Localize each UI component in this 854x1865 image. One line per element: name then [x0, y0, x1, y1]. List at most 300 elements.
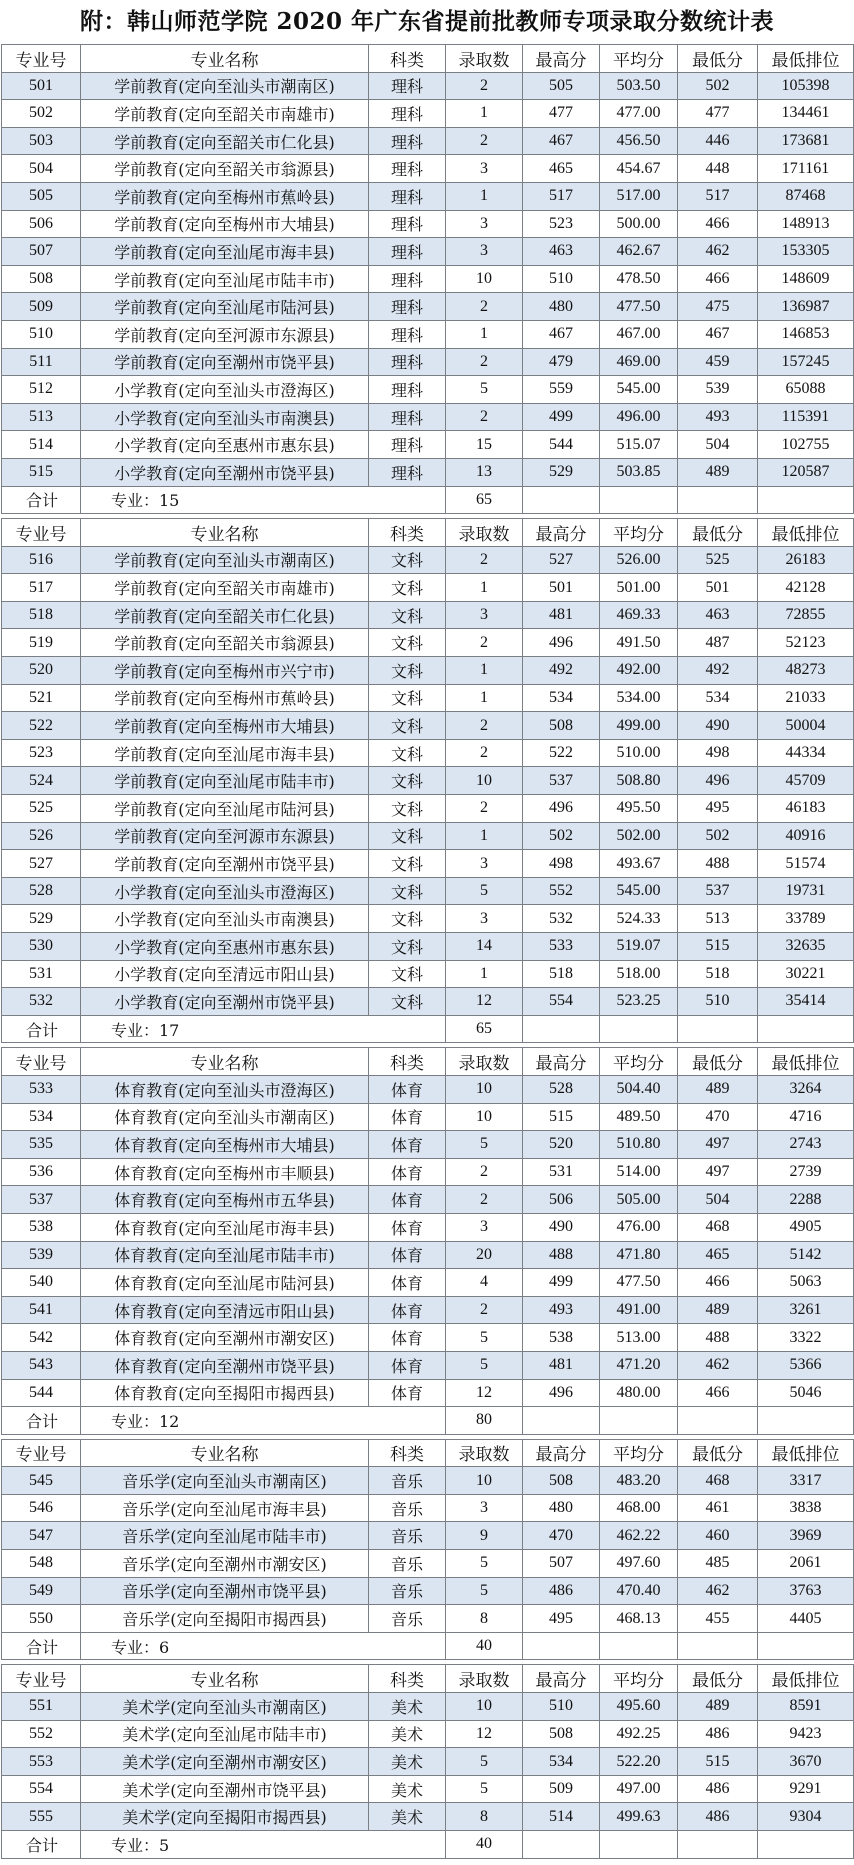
max-score-cell: 506: [523, 1186, 600, 1214]
major-code-cell: 521: [2, 684, 81, 712]
min-score-cell: 515: [678, 1748, 758, 1776]
category-cell: 文科: [369, 712, 446, 740]
max-score-cell: 488: [523, 1241, 600, 1269]
total-label: 合计: [2, 1407, 81, 1435]
major-name-cell: 学前教育(定向至梅州市蕉岭县): [81, 182, 369, 210]
max-score-cell: 463: [523, 238, 600, 266]
category-cell: 文科: [369, 574, 446, 602]
category-cell: 文科: [369, 601, 446, 629]
avg-score-cell: 513.00: [600, 1324, 678, 1352]
min-rank-cell: 72855: [758, 601, 854, 629]
admitted-count-cell: 2: [446, 72, 523, 100]
min-score-cell: 490: [678, 712, 758, 740]
max-score-cell: 508: [523, 1720, 600, 1748]
max-score-cell: 538: [523, 1324, 600, 1352]
table-row: [2, 629, 854, 657]
column-header: 录取数: [446, 1439, 523, 1467]
min-score-cell: 486: [678, 1803, 758, 1831]
avg-score-cell: 469.00: [600, 348, 678, 376]
max-score-cell: 470: [523, 1522, 600, 1550]
admitted-count-cell: 10: [446, 265, 523, 293]
admitted-count-cell: 8: [446, 1605, 523, 1633]
table-row: [2, 546, 854, 574]
category-cell: 文科: [369, 960, 446, 988]
min-score-cell: 486: [678, 1720, 758, 1748]
max-score-cell: 531: [523, 1158, 600, 1186]
major-name-cell: 学前教育(定向至梅州市大埔县): [81, 712, 369, 740]
admitted-count-cell: 10: [446, 1467, 523, 1495]
category-cell: 理科: [369, 100, 446, 128]
admitted-count-cell: 2: [446, 739, 523, 767]
column-header: 平均分: [600, 45, 678, 73]
avg-score-cell: 477.50: [600, 293, 678, 321]
column-header: 平均分: [600, 1439, 678, 1467]
major-code-cell: 550: [2, 1605, 81, 1633]
min-score-cell: 488: [678, 1324, 758, 1352]
major-code-cell: 546: [2, 1494, 81, 1522]
category-cell: 文科: [369, 988, 446, 1016]
max-score-cell: 520: [523, 1131, 600, 1159]
admission-score-table: [1, 44, 854, 1859]
major-name-cell: 学前教育(定向至韶关市仁化县): [81, 127, 369, 155]
category-cell: 理科: [369, 376, 446, 404]
min-score-cell: 463: [678, 601, 758, 629]
min-score-cell: 446: [678, 127, 758, 155]
admitted-count-cell: 5: [446, 1775, 523, 1803]
total-count: 65: [446, 1015, 523, 1043]
empty-cell: [758, 486, 854, 514]
max-score-cell: 544: [523, 431, 600, 459]
table-row: [2, 767, 854, 795]
admitted-count-cell: 3: [446, 1213, 523, 1241]
major-code-cell: 512: [2, 376, 81, 404]
admitted-count-cell: 5: [446, 1324, 523, 1352]
category-cell: 文科: [369, 629, 446, 657]
major-name-cell: 小学教育(定向至汕头市澄海区): [81, 877, 369, 905]
major-code-cell: 524: [2, 767, 81, 795]
major-name-cell: 体育教育(定向至清远市阳山县): [81, 1296, 369, 1324]
major-name-cell: 学前教育(定向至韶关市南雄市): [81, 574, 369, 602]
major-name-cell: 音乐学(定向至潮州市饶平县): [81, 1577, 369, 1605]
header-row: [2, 1665, 854, 1693]
avg-score-cell: 502.00: [600, 822, 678, 850]
major-name-cell: 学前教育(定向至梅州市兴宁市): [81, 657, 369, 685]
min-rank-cell: 4905: [758, 1213, 854, 1241]
min-score-cell: 459: [678, 348, 758, 376]
min-score-cell: 466: [678, 265, 758, 293]
category-cell: 体育: [369, 1186, 446, 1214]
min-score-cell: 498: [678, 739, 758, 767]
category-cell: 理科: [369, 265, 446, 293]
min-score-cell: 486: [678, 1775, 758, 1803]
admitted-count-cell: 15: [446, 431, 523, 459]
table-row: [2, 265, 854, 293]
avg-score-cell: 523.25: [600, 988, 678, 1016]
max-score-cell: 496: [523, 629, 600, 657]
major-code-cell: 540: [2, 1269, 81, 1297]
major-name-cell: 美术学(定向至潮州市潮安区): [81, 1748, 369, 1776]
column-header: 平均分: [600, 1048, 678, 1076]
min-score-cell: 517: [678, 182, 758, 210]
table-row: [2, 905, 854, 933]
total-label: 合计: [2, 1831, 81, 1859]
major-code-cell: 555: [2, 1803, 81, 1831]
avg-score-cell: 456.50: [600, 127, 678, 155]
major-code-cell: 520: [2, 657, 81, 685]
major-code-cell: 547: [2, 1522, 81, 1550]
min-score-cell: 537: [678, 877, 758, 905]
admitted-count-cell: 5: [446, 1351, 523, 1379]
min-rank-cell: 153305: [758, 238, 854, 266]
avg-score-cell: 477.50: [600, 1269, 678, 1297]
empty-cell: [523, 1831, 600, 1859]
total-majors: 专业：12: [81, 1407, 446, 1435]
min-score-cell: 466: [678, 210, 758, 238]
min-score-cell: 534: [678, 684, 758, 712]
category-cell: 体育: [369, 1103, 446, 1131]
total-label: 合计: [2, 1015, 81, 1043]
min-score-cell: 502: [678, 822, 758, 850]
avg-score-cell: 495.60: [600, 1693, 678, 1721]
avg-score-cell: 480.00: [600, 1379, 678, 1407]
table-row: [2, 1748, 854, 1776]
max-score-cell: 467: [523, 127, 600, 155]
major-code-cell: 530: [2, 933, 81, 961]
major-code-cell: 538: [2, 1213, 81, 1241]
category-cell: 美术: [369, 1803, 446, 1831]
admitted-count-cell: 2: [446, 1186, 523, 1214]
table-row: [2, 1241, 854, 1269]
major-code-cell: 552: [2, 1720, 81, 1748]
max-score-cell: 501: [523, 574, 600, 602]
max-score-cell: 486: [523, 1577, 600, 1605]
major-code-cell: 529: [2, 905, 81, 933]
major-name-cell: 学前教育(定向至汕头市潮南区): [81, 546, 369, 574]
admitted-count-cell: 3: [446, 601, 523, 629]
header-row: [2, 1439, 854, 1467]
admitted-count-cell: 1: [446, 182, 523, 210]
max-score-cell: 534: [523, 684, 600, 712]
max-score-cell: 481: [523, 1351, 600, 1379]
max-score-cell: 502: [523, 822, 600, 850]
major-code-cell: 536: [2, 1158, 81, 1186]
max-score-cell: 532: [523, 905, 600, 933]
avg-score-cell: 534.00: [600, 684, 678, 712]
major-name-cell: 小学教育(定向至惠州市惠东县): [81, 431, 369, 459]
min-rank-cell: 87468: [758, 182, 854, 210]
min-rank-cell: 173681: [758, 127, 854, 155]
min-score-cell: 504: [678, 1186, 758, 1214]
major-code-cell: 507: [2, 238, 81, 266]
admitted-count-cell: 5: [446, 1131, 523, 1159]
major-code-cell: 551: [2, 1693, 81, 1721]
avg-score-cell: 545.00: [600, 877, 678, 905]
avg-score-cell: 462.67: [600, 238, 678, 266]
major-code-cell: 545: [2, 1467, 81, 1495]
total-count: 40: [446, 1831, 523, 1859]
avg-score-cell: 508.80: [600, 767, 678, 795]
major-name-cell: 学前教育(定向至汕尾市海丰县): [81, 739, 369, 767]
min-score-cell: 497: [678, 1158, 758, 1186]
min-score-cell: 495: [678, 795, 758, 823]
min-rank-cell: 32635: [758, 933, 854, 961]
min-rank-cell: 5046: [758, 1379, 854, 1407]
admitted-count-cell: 10: [446, 767, 523, 795]
major-code-cell: 518: [2, 601, 81, 629]
major-name-cell: 学前教育(定向至潮州市饶平县): [81, 850, 369, 878]
empty-cell: [523, 1407, 600, 1435]
major-name-cell: 音乐学(定向至潮州市潮安区): [81, 1550, 369, 1578]
admitted-count-cell: 5: [446, 1550, 523, 1578]
max-score-cell: 508: [523, 712, 600, 740]
avg-score-cell: 517.00: [600, 182, 678, 210]
column-header: 最低排位: [758, 1665, 854, 1693]
category-cell: 理科: [369, 320, 446, 348]
total-majors: 专业：5: [81, 1831, 446, 1859]
column-header: 最低排位: [758, 1439, 854, 1467]
table-row: [2, 210, 854, 238]
column-header: 科类: [369, 1665, 446, 1693]
min-rank-cell: 148913: [758, 210, 854, 238]
major-code-cell: 542: [2, 1324, 81, 1352]
major-name-cell: 小学教育(定向至汕头市澄海区): [81, 376, 369, 404]
table-row: [2, 1775, 854, 1803]
admitted-count-cell: 10: [446, 1693, 523, 1721]
column-header: 最高分: [523, 1048, 600, 1076]
table-row: [2, 376, 854, 404]
max-score-cell: 515: [523, 1103, 600, 1131]
column-header: 最高分: [523, 1439, 600, 1467]
admitted-count-cell: 2: [446, 1158, 523, 1186]
admitted-count-cell: 2: [446, 403, 523, 431]
major-name-cell: 小学教育(定向至汕头市南澳县): [81, 403, 369, 431]
admitted-count-cell: 10: [446, 1103, 523, 1131]
score-tables: [0, 44, 854, 1859]
avg-score-cell: 492.00: [600, 657, 678, 685]
max-score-cell: 537: [523, 767, 600, 795]
admitted-count-cell: 14: [446, 933, 523, 961]
total-label: 合计: [2, 1632, 81, 1660]
avg-score-cell: 505.00: [600, 1186, 678, 1214]
column-header: 录取数: [446, 1665, 523, 1693]
table-row: [2, 1213, 854, 1241]
category-cell: 文科: [369, 739, 446, 767]
major-code-cell: 554: [2, 1775, 81, 1803]
min-score-cell: 496: [678, 767, 758, 795]
table-row: [2, 1522, 854, 1550]
max-score-cell: 480: [523, 1494, 600, 1522]
major-name-cell: 小学教育(定向至汕头市南澳县): [81, 905, 369, 933]
empty-cell: [600, 1632, 678, 1660]
min-score-cell: 489: [678, 1296, 758, 1324]
category-cell: 理科: [369, 458, 446, 486]
major-code-cell: 504: [2, 155, 81, 183]
min-rank-cell: 2288: [758, 1186, 854, 1214]
major-name-cell: 美术学(定向至潮州市饶平县): [81, 1775, 369, 1803]
column-header: 最高分: [523, 1665, 600, 1693]
min-score-cell: 501: [678, 574, 758, 602]
category-cell: 理科: [369, 182, 446, 210]
min-rank-cell: 33789: [758, 905, 854, 933]
min-rank-cell: 4716: [758, 1103, 854, 1131]
table-row: [2, 431, 854, 459]
min-rank-cell: 136987: [758, 293, 854, 321]
major-name-cell: 学前教育(定向至韶关市翁源县): [81, 155, 369, 183]
major-code-cell: 513: [2, 403, 81, 431]
table-row: [2, 1186, 854, 1214]
avg-score-cell: 454.67: [600, 155, 678, 183]
column-header: 最低分: [678, 1665, 758, 1693]
avg-score-cell: 477.00: [600, 100, 678, 128]
category-cell: 美术: [369, 1775, 446, 1803]
min-score-cell: 515: [678, 933, 758, 961]
major-name-cell: 学前教育(定向至潮州市饶平县): [81, 348, 369, 376]
max-score-cell: 523: [523, 210, 600, 238]
major-name-cell: 小学教育(定向至清远市阳山县): [81, 960, 369, 988]
column-header: 最高分: [523, 45, 600, 73]
admitted-count-cell: 1: [446, 574, 523, 602]
admitted-count-cell: 2: [446, 712, 523, 740]
table-row: [2, 1324, 854, 1352]
max-score-cell: 480: [523, 293, 600, 321]
avg-score-cell: 522.20: [600, 1748, 678, 1776]
admitted-count-cell: 5: [446, 376, 523, 404]
table-row: [2, 238, 854, 266]
avg-score-cell: 518.00: [600, 960, 678, 988]
max-score-cell: 554: [523, 988, 600, 1016]
major-code-cell: 527: [2, 850, 81, 878]
min-score-cell: 466: [678, 1379, 758, 1407]
header-row: [2, 45, 854, 73]
admitted-count-cell: 2: [446, 795, 523, 823]
min-rank-cell: 9423: [758, 1720, 854, 1748]
max-score-cell: 479: [523, 348, 600, 376]
min-score-cell: 448: [678, 155, 758, 183]
table-row: [2, 1550, 854, 1578]
min-score-cell: 462: [678, 1577, 758, 1605]
major-name-cell: 音乐学(定向至揭阳市揭西县): [81, 1605, 369, 1633]
category-cell: 体育: [369, 1158, 446, 1186]
admitted-count-cell: 3: [446, 155, 523, 183]
max-score-cell: 499: [523, 1269, 600, 1297]
column-header: 专业号: [2, 519, 81, 547]
major-name-cell: 学前教育(定向至汕尾市陆丰市): [81, 265, 369, 293]
max-score-cell: 492: [523, 657, 600, 685]
avg-score-cell: 462.22: [600, 1522, 678, 1550]
avg-score-cell: 510.80: [600, 1131, 678, 1159]
avg-score-cell: 468.00: [600, 1494, 678, 1522]
avg-score-cell: 468.13: [600, 1605, 678, 1633]
major-code-cell: 509: [2, 293, 81, 321]
table-row: [2, 1494, 854, 1522]
major-code-cell: 501: [2, 72, 81, 100]
admitted-count-cell: 1: [446, 960, 523, 988]
category-cell: 文科: [369, 877, 446, 905]
major-code-cell: 534: [2, 1103, 81, 1131]
table-row: [2, 293, 854, 321]
major-code-cell: 553: [2, 1748, 81, 1776]
major-code-cell: 506: [2, 210, 81, 238]
table-row: [2, 960, 854, 988]
min-rank-cell: 5142: [758, 1241, 854, 1269]
major-code-cell: 541: [2, 1296, 81, 1324]
table-row: [2, 348, 854, 376]
max-score-cell: 496: [523, 795, 600, 823]
min-score-cell: 460: [678, 1522, 758, 1550]
empty-cell: [678, 1632, 758, 1660]
category-cell: 体育: [369, 1213, 446, 1241]
min-score-cell: 485: [678, 1550, 758, 1578]
max-score-cell: 528: [523, 1075, 600, 1103]
max-score-cell: 552: [523, 877, 600, 905]
min-rank-cell: 50004: [758, 712, 854, 740]
min-score-cell: 477: [678, 100, 758, 128]
category-cell: 理科: [369, 210, 446, 238]
column-header: 专业名称: [81, 1665, 369, 1693]
admitted-count-cell: 9: [446, 1522, 523, 1550]
table-row: [2, 1269, 854, 1297]
major-name-cell: 学前教育(定向至汕尾市海丰县): [81, 238, 369, 266]
table-row: [2, 739, 854, 767]
min-rank-cell: 5063: [758, 1269, 854, 1297]
total-majors: 专业：6: [81, 1632, 446, 1660]
major-code-cell: 508: [2, 265, 81, 293]
table-row: [2, 403, 854, 431]
total-row: [2, 1831, 854, 1859]
min-score-cell: 468: [678, 1213, 758, 1241]
max-score-cell: 498: [523, 850, 600, 878]
min-rank-cell: 3264: [758, 1075, 854, 1103]
min-rank-cell: 5366: [758, 1351, 854, 1379]
admitted-count-cell: 8: [446, 1803, 523, 1831]
admitted-count-cell: 3: [446, 1494, 523, 1522]
admitted-count-cell: 3: [446, 905, 523, 933]
max-score-cell: 496: [523, 1379, 600, 1407]
category-cell: 体育: [369, 1296, 446, 1324]
column-header: 最低排位: [758, 1048, 854, 1076]
major-name-cell: 美术学(定向至汕头市潮南区): [81, 1693, 369, 1721]
admitted-count-cell: 5: [446, 1748, 523, 1776]
table-row: [2, 182, 854, 210]
category-cell: 美术: [369, 1748, 446, 1776]
empty-cell: [523, 1015, 600, 1043]
category-cell: 理科: [369, 72, 446, 100]
major-name-cell: 音乐学(定向至汕尾市陆丰市): [81, 1522, 369, 1550]
table-row: [2, 657, 854, 685]
empty-cell: [600, 1407, 678, 1435]
column-header: 最低分: [678, 519, 758, 547]
avg-score-cell: 496.00: [600, 403, 678, 431]
min-rank-cell: 171161: [758, 155, 854, 183]
header-row: [2, 1048, 854, 1076]
major-code-cell: 503: [2, 127, 81, 155]
total-majors: 专业：15: [81, 486, 446, 514]
max-score-cell: 517: [523, 182, 600, 210]
max-score-cell: 490: [523, 1213, 600, 1241]
admitted-count-cell: 5: [446, 877, 523, 905]
major-name-cell: 学前教育(定向至河源市东源县): [81, 320, 369, 348]
table-row: [2, 822, 854, 850]
column-header: 录取数: [446, 1048, 523, 1076]
category-cell: 理科: [369, 155, 446, 183]
table-row: [2, 1351, 854, 1379]
major-name-cell: 体育教育(定向至汕头市潮南区): [81, 1103, 369, 1131]
min-score-cell: 489: [678, 1693, 758, 1721]
min-score-cell: 489: [678, 458, 758, 486]
total-count: 40: [446, 1632, 523, 1660]
total-row: [2, 1632, 854, 1660]
min-score-cell: 513: [678, 905, 758, 933]
